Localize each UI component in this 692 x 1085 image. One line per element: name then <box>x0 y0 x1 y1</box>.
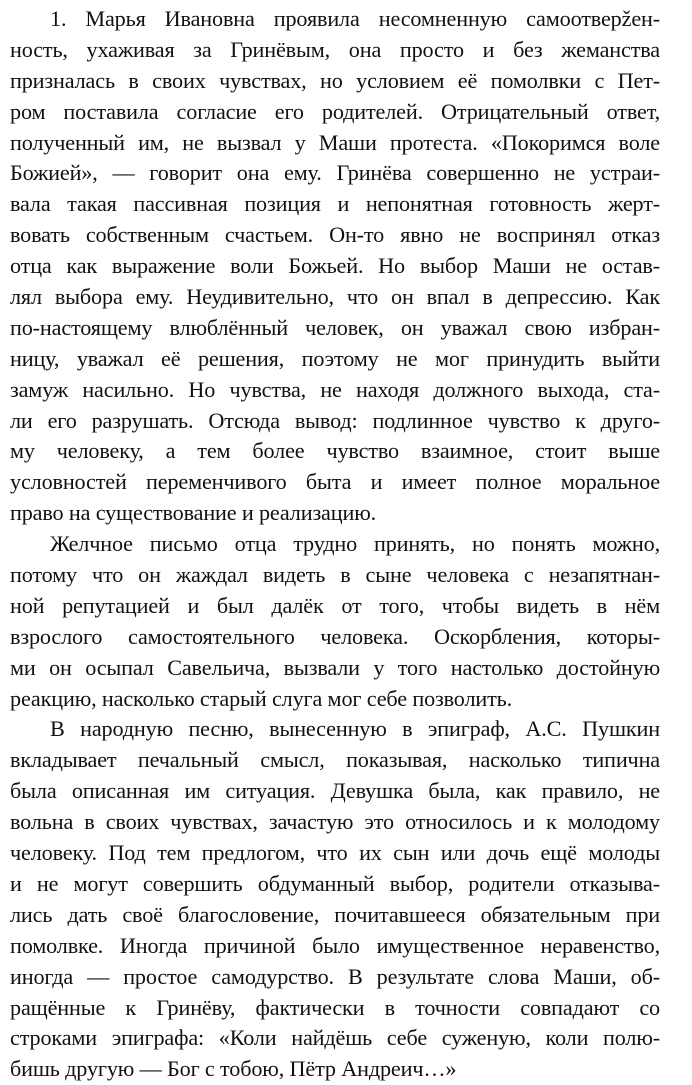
text-line: строками эпиграфа: «Коли найдёшь себе суженую, коли полю- <box>10 1025 660 1051</box>
text-line: Желчное письмо отца трудно принять, но понять можно, <box>50 531 660 557</box>
text-line: лись дать своё благословение, почитавшееся обязательным при <box>10 901 660 927</box>
text-line: ность, ухаживая за Гринёвым, она просто и без жеманства <box>10 36 660 62</box>
text-line: отца как выражение воли Божьей. Но выбор Маши не остав- <box>10 253 660 279</box>
text-line: ми он осыпал Савельича, вызвали у того настолько достойную <box>10 654 660 680</box>
text-line: помолвке. Иногда причиной было имущественное неравенство, <box>10 932 660 958</box>
text-line: ной репутацией и был далёк от того, чтобы видеть в нём <box>10 592 660 618</box>
text-line: В народную песню, вынесенную в эпиграф, А.С. Пушкин <box>50 716 660 742</box>
text-line: по-настоящему влюблённый человек, он уважал свою избран- <box>10 314 660 340</box>
paragraph-1 <box>10 4 660 529</box>
text-line: ращённые к Гринёву, фактически в точности совпадают со <box>10 994 660 1020</box>
text-line: вольна в своих чувствах, зачастую это относилось и к молодому <box>10 809 660 835</box>
text-line: была описанная им ситуация. Девушка была, как правило, не <box>10 778 660 804</box>
paragraph-3 <box>10 714 660 1085</box>
text-line: потому что он жаждал видеть в сыне человека с незапятнан- <box>10 562 660 588</box>
text-line: вала такая пассивная позиция и непонятная готовность жерт- <box>10 191 660 217</box>
text-line: иногда — простое самодурство. В результате слова Маши, об- <box>10 963 660 989</box>
text-line: взрослого самостоятельного человека. Оскорбления, которы- <box>10 623 660 649</box>
text-line: ли его разрушать. Отсюда вывод: подлинное чувство к друго- <box>10 407 660 433</box>
text-line: бишь другую — Бог с тобою, Пётр Андреич…» <box>10 1056 457 1082</box>
text-line: человеку. Под тем предлогом, что их сын или дочь ещё молоды <box>10 840 660 866</box>
text-line: полученный им, не вызвал у Маши протеста. «Покоримся воле <box>10 129 660 155</box>
text-line: и не могут совершить обдуманный выбор, родители отказыва- <box>10 870 660 896</box>
text-line: реакцию, насколько старый слуга мог себе позволить. <box>10 685 513 711</box>
paragraph-2 <box>10 529 660 714</box>
text-line: вовать собственным счастьем. Он-то явно не воспринял отказ <box>10 222 660 248</box>
text-line: 1. Марья Ивановна проявила несомненную самоотверžен- <box>50 6 660 31</box>
text-line: Божией», — говорит она ему. Гринёва совершенно не устраи- <box>10 160 660 186</box>
text-line: му человеку, а тем более чувство взаимное, стоит выше <box>10 438 660 464</box>
text-line: ром поставила согласие его родителей. Отрицательный ответ, <box>10 98 660 124</box>
text-line: условностей переменчивого быта и имеет полное моральное <box>10 469 660 495</box>
text-line: замуж насильно. Но чувства, не находя должного выхода, ста- <box>10 376 660 402</box>
text-line: право на существование и реализацию. <box>10 500 377 526</box>
text-line: ницу, уважал её решения, поэтому не мог принудить выйти <box>10 345 660 371</box>
text-line: призналась в своих чувствах, но условием её помолвки с Пет- <box>10 67 660 93</box>
text-line: лял выбора ему. Неудивительно, что он впал в депрессию. Как <box>10 284 660 310</box>
document-page <box>10 4 660 1085</box>
text-line: вкладывает печальный смысл, показывая, насколько типична <box>10 747 660 773</box>
